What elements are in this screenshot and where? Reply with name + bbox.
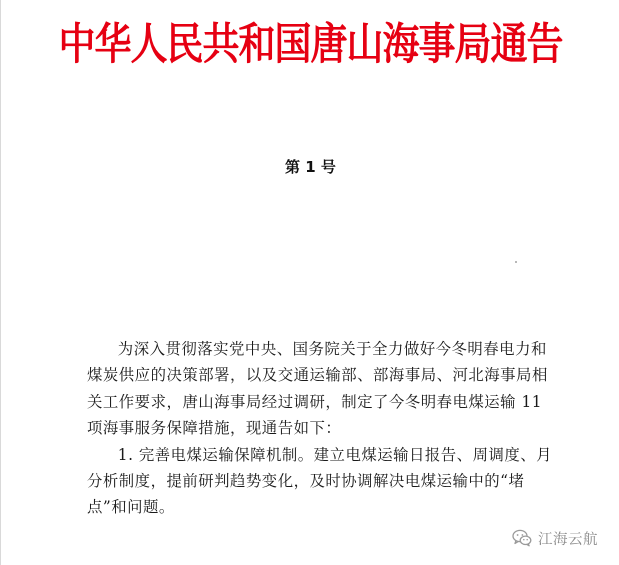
document-header-title: 中华人民共和国唐山海事局通告: [58, 17, 563, 70]
account-watermark: [512, 526, 598, 550]
wechat-icon: [512, 529, 532, 547]
scan-dot: [515, 261, 517, 263]
document-number: 第 1 号: [285, 158, 336, 176]
body-paragraph-item-1: 1. 完善电煤运输保障机制。建立电煤运输日报告、周调度、月分析制度，提前研判趋势变化，及时协调解决电煤运输中的“堵点”和问题。: [87, 445, 553, 517]
document-body: [87, 336, 557, 521]
watermark-account-name: 江海云航: [538, 531, 598, 548]
body-paragraph-intro: 为深入贯彻落实党中央、国务院关于全力做好今冬明春电力和煤炭供应的决策部署，以及交通运输部、部海事局、河北海事局相关工作要求，唐山海事局经过调研，制定了今冬明春电煤运输 11 项海事服务保障措施，现通告如下：: [87, 340, 548, 438]
